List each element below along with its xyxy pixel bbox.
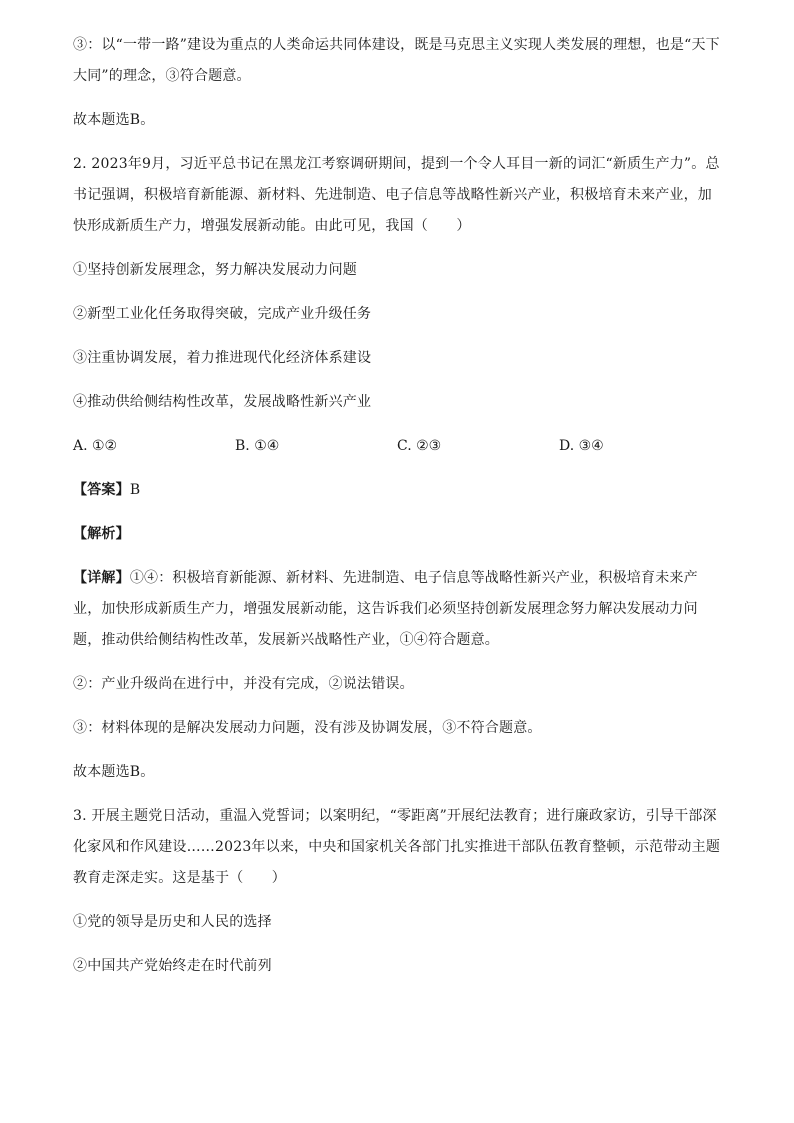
q2-explanation-2: ②：产业升级尚在进行中，并没有完成，②说法错误。 <box>73 676 414 692</box>
detail-label: 【详解】 <box>73 570 130 586</box>
q2-analysis-label: 【解析】 <box>73 526 130 542</box>
q2-statement-2: ②新型工业化任务取得突破，完成产业升级任务 <box>73 306 372 322</box>
q2-detail <box>73 563 723 656</box>
q2-stem: 2. 2023年9月，习近平总书记在黑龙江考察调研期间，提到一个令人耳目一新的词汇“新质生产力”。总书记强调，积极培育新能源、新材料、先进制造、电子信息等战略性新兴产业，积极培育未来产业，加快形成新质生产力，增强发展新动能。由此可见，我国（ ） <box>73 156 720 234</box>
q2-answer <box>73 475 723 506</box>
q3-statement-1: ①党的领导是历史和人民的选择 <box>73 914 272 930</box>
q3-statement-2: ②中国共产党始终走在时代前列 <box>73 958 272 974</box>
detail-text: ①④：积极培育新能源、新材料、先进制造、电子信息等战略性新兴产业，积极培育未来产业，加快形成新质生产力，增强发展新动能，这告诉我们必须坚持创新发展理念努力解决发展动力问题，推动供给侧结构性改革，发展新兴战略性产业，①④符合题意。 <box>73 570 698 648</box>
q2-statement-1: ①坚持创新发展理念，努力解决发展动力问题 <box>73 262 357 278</box>
answer-label: 【答案】 <box>73 482 130 498</box>
answer-value: B <box>129 482 141 498</box>
q2-options <box>73 431 723 462</box>
q2-option-b: B. ①④ <box>235 438 280 454</box>
q3-stem: 3. 开展主题党日活动，重温入党誓词；以案明纪，“零距离”开展纪法教育；进行廉政家访，引导干部深化家风和作风建设……2023年以来，中央和国家机关各部门扎实推进干部队伍教育整顿，示范带动主题教育走深走实。这是基于（ ） <box>73 808 721 886</box>
q2-statement-3: ③注重协调发展，着力推进现代化经济体系建设 <box>73 350 372 366</box>
q2-option-a: A. ①② <box>73 438 118 454</box>
q2-explanation-3: ③：材料体现的是解决发展动力问题，没有涉及协调发展，③不符合题意。 <box>73 720 542 736</box>
document-page <box>73 30 723 995</box>
q1-conclusion: 故本题选B。 <box>73 112 155 128</box>
q2-option-d: D. ③④ <box>559 438 604 454</box>
q1-statement-3-explanation: ③：以“一带一路”建设为重点的人类命运共同体建设，既是马克思主义实现人类发展的理想，也是“天下大同”的理念，③符合题意。 <box>73 37 720 84</box>
q2-statement-4: ④推动供给侧结构性改革，发展战略性新兴产业 <box>73 394 372 410</box>
q2-conclusion: 故本题选B。 <box>73 764 155 780</box>
q2-option-c: C. ②③ <box>397 438 442 454</box>
